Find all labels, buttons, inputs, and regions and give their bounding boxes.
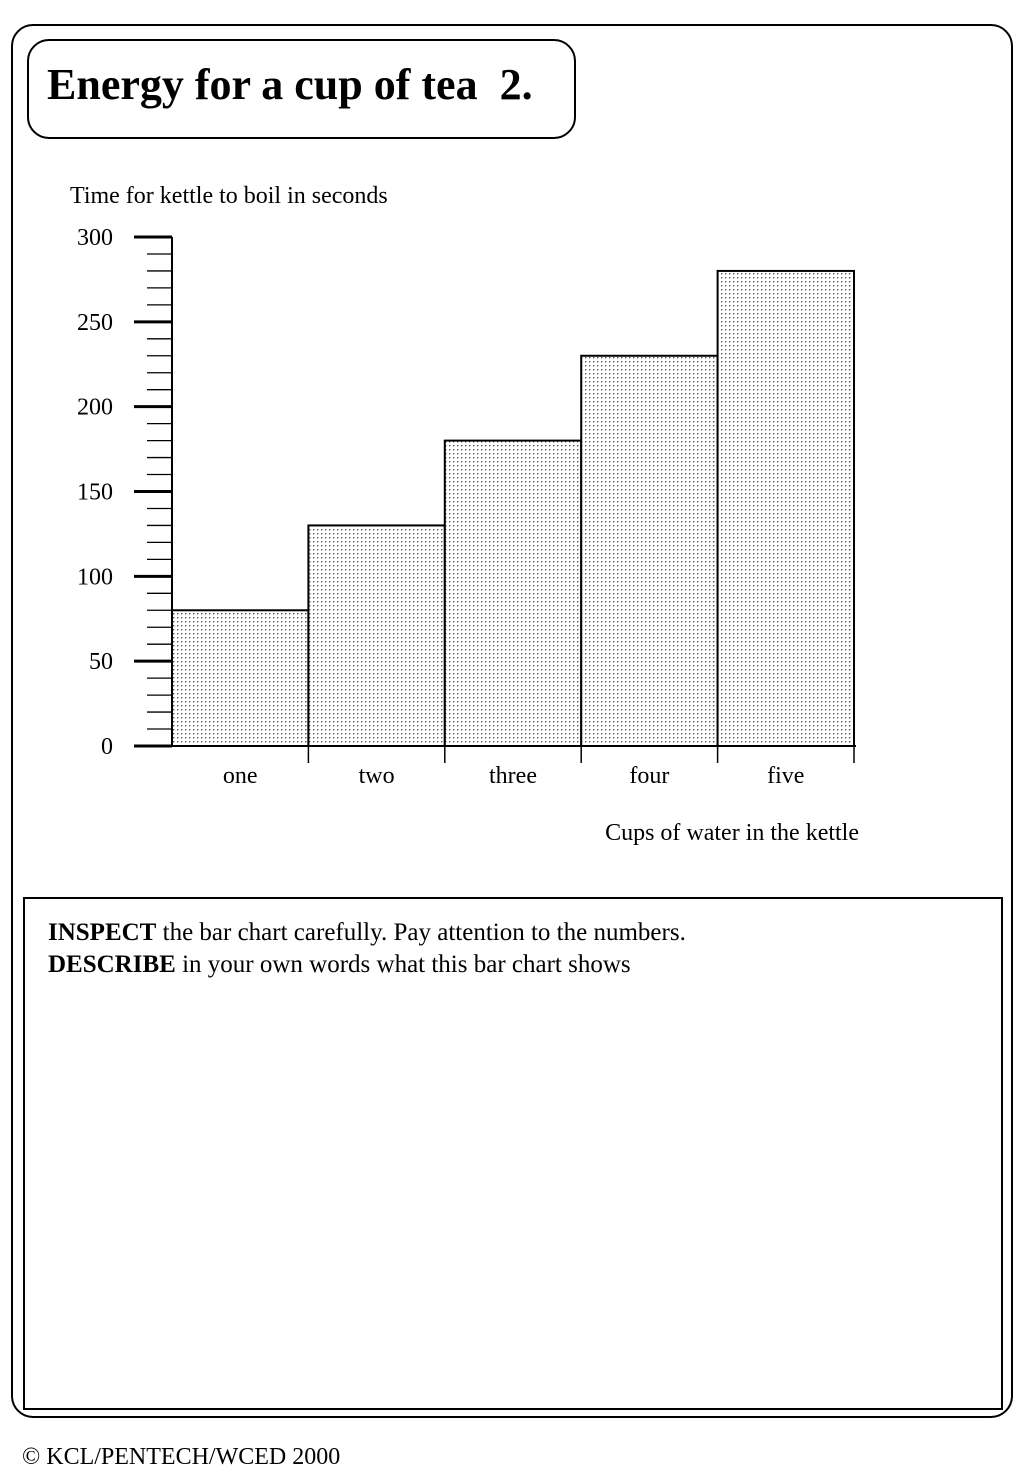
y-axis-label: Time for kettle to boil in seconds — [70, 183, 388, 209]
x-tick-label: two — [358, 763, 395, 789]
x-tick-label: four — [629, 763, 670, 789]
x-axis — [147, 746, 856, 789]
bar-four — [581, 356, 717, 746]
page-title: Energy for a cup of tea 2. — [47, 60, 533, 109]
inspect-text: the bar chart carefully. Pay attention to the numbers. — [156, 919, 686, 946]
describe-keyword: DESCRIBE — [48, 951, 176, 978]
inspect-keyword: INSPECT — [48, 919, 157, 946]
instruction-inspect — [48, 920, 686, 945]
y-tick-label: 0 — [101, 734, 113, 760]
bar-five — [718, 271, 854, 746]
y-tick-label: 150 — [77, 479, 113, 506]
y-tick-label: 200 — [77, 394, 113, 421]
x-tick-label: three — [489, 763, 537, 789]
y-axis — [77, 225, 172, 760]
y-tick-label: 300 — [77, 225, 113, 251]
y-tick-label: 100 — [77, 564, 113, 591]
bar-two — [308, 525, 444, 746]
describe-text: in your own words what this bar chart shows — [175, 951, 631, 978]
x-tick-label: five — [767, 763, 805, 789]
bar-three — [445, 441, 581, 746]
x-axis-label: Cups of water in the kettle — [605, 820, 859, 846]
bars — [172, 271, 854, 746]
instruction-describe — [48, 952, 631, 977]
y-tick-label: 50 — [89, 649, 113, 676]
bar-one — [172, 610, 308, 746]
x-tick-label: one — [222, 763, 258, 789]
copyright-notice: © KCL/PENTECH/WCED 2000 — [22, 1444, 341, 1470]
y-tick-label: 250 — [77, 309, 113, 336]
